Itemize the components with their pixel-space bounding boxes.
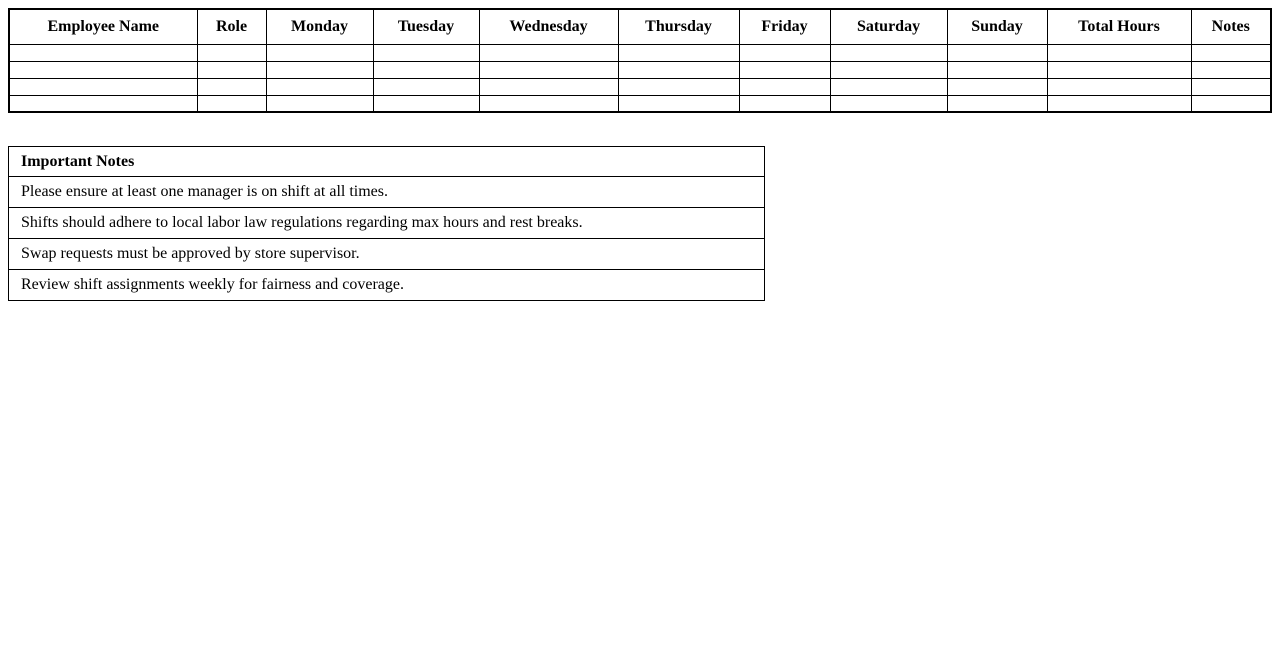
schedule-header-row [9, 9, 1271, 44]
notes-title: Important Notes [9, 147, 765, 177]
schedule-cell [266, 78, 373, 95]
column-header-total-hours: Total Hours [1047, 9, 1191, 44]
schedule-cell [266, 44, 373, 61]
schedule-cell [1191, 95, 1271, 112]
schedule-cell [830, 78, 947, 95]
column-header-role: Role [197, 9, 266, 44]
schedule-cell [1047, 61, 1191, 78]
schedule-row [9, 78, 1271, 95]
schedule-cell [373, 44, 479, 61]
schedule-cell [618, 61, 739, 78]
schedule-cell [479, 44, 618, 61]
important-notes-table [8, 146, 765, 301]
schedule-cell [1191, 78, 1271, 95]
schedule-cell [479, 61, 618, 78]
schedule-cell [739, 44, 830, 61]
note-text: Swap requests must be approved by store supervisor. [9, 239, 765, 270]
note-row [9, 208, 765, 239]
schedule-cell [1047, 44, 1191, 61]
schedule-cell [947, 61, 1047, 78]
column-header-employee-name: Employee Name [9, 9, 197, 44]
schedule-cell [1191, 44, 1271, 61]
schedule-cell [618, 44, 739, 61]
schedule-cell [479, 95, 618, 112]
note-text: Please ensure at least one manager is on shift at all times. [9, 177, 765, 208]
column-header-tuesday: Tuesday [373, 9, 479, 44]
schedule-cell [1047, 78, 1191, 95]
column-header-saturday: Saturday [830, 9, 947, 44]
schedule-cell [197, 44, 266, 61]
schedule-cell [618, 78, 739, 95]
schedule-cell [197, 61, 266, 78]
shift-schedule-table [8, 8, 1272, 113]
schedule-cell [1191, 61, 1271, 78]
schedule-cell [947, 78, 1047, 95]
column-header-wednesday: Wednesday [479, 9, 618, 44]
schedule-cell [947, 95, 1047, 112]
schedule-cell [373, 78, 479, 95]
schedule-cell [9, 44, 197, 61]
schedule-cell [830, 44, 947, 61]
schedule-cell [9, 95, 197, 112]
schedule-cell [947, 44, 1047, 61]
note-row [9, 239, 765, 270]
schedule-cell [830, 95, 947, 112]
schedule-cell [618, 95, 739, 112]
schedule-row [9, 44, 1271, 61]
notes-header-row [9, 147, 765, 177]
note-text: Review shift assignments weekly for fairness and coverage. [9, 270, 765, 301]
schedule-cell [479, 78, 618, 95]
schedule-cell [9, 61, 197, 78]
column-header-sunday: Sunday [947, 9, 1047, 44]
schedule-cell [739, 61, 830, 78]
schedule-cell [9, 78, 197, 95]
column-header-friday: Friday [739, 9, 830, 44]
schedule-cell [373, 61, 479, 78]
schedule-cell [739, 95, 830, 112]
schedule-cell [197, 78, 266, 95]
note-text: Shifts should adhere to local labor law regulations regarding max hours and rest breaks. [9, 208, 765, 239]
schedule-cell [1047, 95, 1191, 112]
schedule-cell [739, 78, 830, 95]
schedule-row [9, 61, 1271, 78]
note-row [9, 270, 765, 301]
schedule-cell [197, 95, 266, 112]
schedule-cell [266, 95, 373, 112]
note-row [9, 177, 765, 208]
schedule-cell [373, 95, 479, 112]
column-header-thursday: Thursday [618, 9, 739, 44]
schedule-cell [830, 61, 947, 78]
column-header-notes: Notes [1191, 9, 1271, 44]
schedule-row [9, 95, 1271, 112]
column-header-monday: Monday [266, 9, 373, 44]
schedule-cell [266, 61, 373, 78]
